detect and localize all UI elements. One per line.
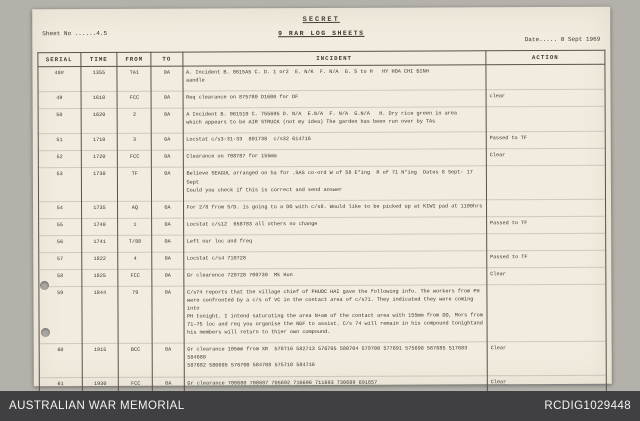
column-header-time: TIME: [80, 52, 117, 66]
log-row: [39, 284, 606, 344]
cell-from: BCC: [118, 344, 152, 377]
document-date: Date..... 8 Sept 1969: [524, 35, 601, 44]
column-header-to: TO: [151, 52, 182, 66]
cell-action: [486, 199, 605, 217]
cell-to: 0A: [152, 168, 183, 201]
column-header-action: ACTION: [486, 50, 605, 65]
cell-time: 1822: [81, 252, 118, 269]
log-row: [39, 342, 606, 378]
cell-time: 1930: [82, 377, 119, 394]
classification-top: SECRET: [302, 15, 340, 25]
cell-time: 1710: [81, 134, 118, 151]
cell-to: 0A: [151, 66, 182, 91]
cell-to: 0A: [152, 218, 183, 235]
cell-serial: 49: [38, 92, 81, 109]
cell-from: FCC: [119, 377, 153, 394]
cell-incident: Locstat c/s12 658783 all others no change: [183, 216, 486, 234]
cell-incident: A. Incident B. 0615A5 C. D. 1 or2 E. N/K F. N/A G. S to H HY HOA CHI BINH aandle: [182, 65, 485, 91]
cell-serial: 54: [39, 201, 82, 218]
log-row: [38, 106, 605, 134]
punch-hole: [41, 328, 50, 337]
cell-time: 1730: [81, 168, 118, 201]
cell-action: Passed to TF: [487, 250, 606, 268]
cell-time: 1620: [81, 109, 118, 134]
log-row: [38, 64, 605, 92]
cell-time: 1735: [81, 201, 118, 218]
cell-time: 1844: [81, 286, 118, 344]
cell-to: 0A: [153, 343, 184, 376]
cell-action: [487, 233, 606, 251]
cell-incident: Gr clearence 720720 700730 Mk Hun: [183, 268, 486, 286]
column-header-serial: SERIAL: [38, 53, 81, 67]
column-header-incident: INCIDENT: [182, 51, 485, 66]
cell-incident: Locstat c/s3-31-33 801738 c/s32 614716: [183, 132, 486, 150]
cell-incident: Gr clearance 105mm from XR 578716 582713 576705 580704 579700 577691 575698 567685 517683 584680 587682 580695 576700 584708 575710 584716: [184, 342, 488, 377]
log-table-body: [38, 64, 606, 394]
cell-incident: A Incident B. 061510 C. 755695 D. N/A E.N/A F. N/A G.N/A H. Dry rice green in area which appears to be AIR STRUCK (not my idea) The garden has been run over by TAs: [183, 107, 486, 133]
cell-time: 1610: [81, 92, 118, 109]
record-id: RCDIG1029448: [544, 400, 631, 412]
cell-from: TF: [118, 168, 152, 201]
cell-time: 1355: [80, 66, 117, 91]
cell-action: Clear: [487, 375, 606, 393]
cell-serial: 55: [39, 218, 82, 235]
cell-serial: 58: [39, 269, 82, 286]
cell-serial: 60: [39, 344, 82, 377]
cell-serial: 56: [39, 235, 82, 252]
footer-bar: [0, 391, 640, 421]
cell-from: 1: [118, 218, 152, 235]
cell-from: FCC: [117, 91, 151, 108]
cell-incident: Clearance on 708787 for 155mm: [183, 149, 486, 167]
cell-from: 79: [118, 286, 152, 344]
log-row: [38, 166, 605, 202]
cell-to: 0A: [152, 235, 183, 252]
cell-to: 0A: [152, 286, 183, 344]
cell-serial: 57: [39, 252, 82, 269]
cell-serial: 53: [38, 168, 81, 201]
cell-action: Clear: [486, 149, 605, 167]
cell-time: 1720: [81, 151, 118, 168]
cell-incident: Believe SEAGUL arranged on ha for .SAS co-ord W of 58 E*ing R of 71 N*ing Dates 8 Sept- 17 Sept Could you check if this is correct and send answer: [183, 166, 487, 201]
cell-to: 0A: [152, 150, 183, 167]
cell-from: FCC: [118, 269, 152, 286]
log-table: [37, 50, 606, 395]
cell-to: 0A: [152, 133, 183, 150]
cell-incident: C/s74 reports that the village chief of PHUOC HAI gave the following info. The workers from PH were confronted by a c/s of VC in the contact area of c/s71. They indicated they were coming into PH tonight. I intend saturating the area N+am of the contact area with 155mm from DO, Mors from 71-75 loc and req you organise the NGF to assist. C/s 74 will remain in his compound tonightand his members will return to thier own compound.: [183, 285, 487, 344]
cell-incident: Req clearance on 875780 D1600 for DF: [183, 90, 486, 108]
cell-serial: 52: [38, 151, 81, 168]
cell-to: 0A: [152, 201, 183, 218]
cell-from: FCC: [118, 151, 152, 168]
cell-to: 0A: [152, 269, 183, 286]
cell-time: 1915: [82, 344, 119, 377]
page-title: 9 RAR LOG SHEETS: [278, 29, 365, 38]
cell-serial: 51: [38, 134, 81, 151]
cell-to: 0A: [151, 91, 182, 108]
cell-incident: Left our loc and freq: [183, 234, 486, 252]
cell-incident: Gr clearance 700680 708687 705692 716696 711693 730689 691657: [184, 375, 487, 393]
column-header-from: FROM: [117, 52, 151, 66]
cell-action: [486, 106, 605, 132]
cell-action: [486, 64, 605, 90]
cell-action: Clear: [487, 267, 606, 285]
cell-from: 2: [117, 108, 151, 133]
cell-to: 0A: [151, 108, 182, 133]
cell-from: 4: [118, 252, 152, 269]
cell-action: Clear: [487, 342, 606, 376]
cell-from: 3: [118, 134, 152, 151]
cell-time: 1740: [81, 218, 118, 235]
document-header: [40, 27, 602, 47]
cell-action: Passed to TF: [486, 132, 605, 150]
sheet-number: Sheet No ......4.5: [42, 29, 108, 38]
cell-serial: 50: [38, 109, 81, 134]
log-sheet-page: [32, 7, 612, 387]
cell-from: T/88: [118, 235, 152, 252]
cell-serial: 61: [39, 377, 82, 394]
cell-serial: 59: [39, 286, 82, 344]
cell-to: 0A: [153, 377, 184, 394]
cell-from: TA1: [117, 66, 151, 91]
cell-serial: 48#: [38, 67, 81, 92]
cell-to: 0A: [152, 252, 183, 269]
cell-action: clear: [486, 89, 605, 107]
archive-name: AUSTRALIAN WAR MEMORIAL: [9, 400, 185, 412]
cell-time: 1825: [81, 269, 118, 286]
cell-incident: Locstat c/s4 710728: [183, 251, 486, 269]
cell-action: [486, 166, 605, 200]
cell-action: [487, 284, 606, 342]
cell-action: Passed to TF: [486, 216, 605, 234]
punch-hole: [40, 281, 49, 290]
cell-time: 1741: [81, 235, 118, 252]
cell-incident: For 2/8 from S/D. is going to a DO with c/s8. Would like to be picked up at KIWI pad at 1100hrs: [183, 199, 486, 217]
cell-from: AQ: [118, 201, 152, 218]
